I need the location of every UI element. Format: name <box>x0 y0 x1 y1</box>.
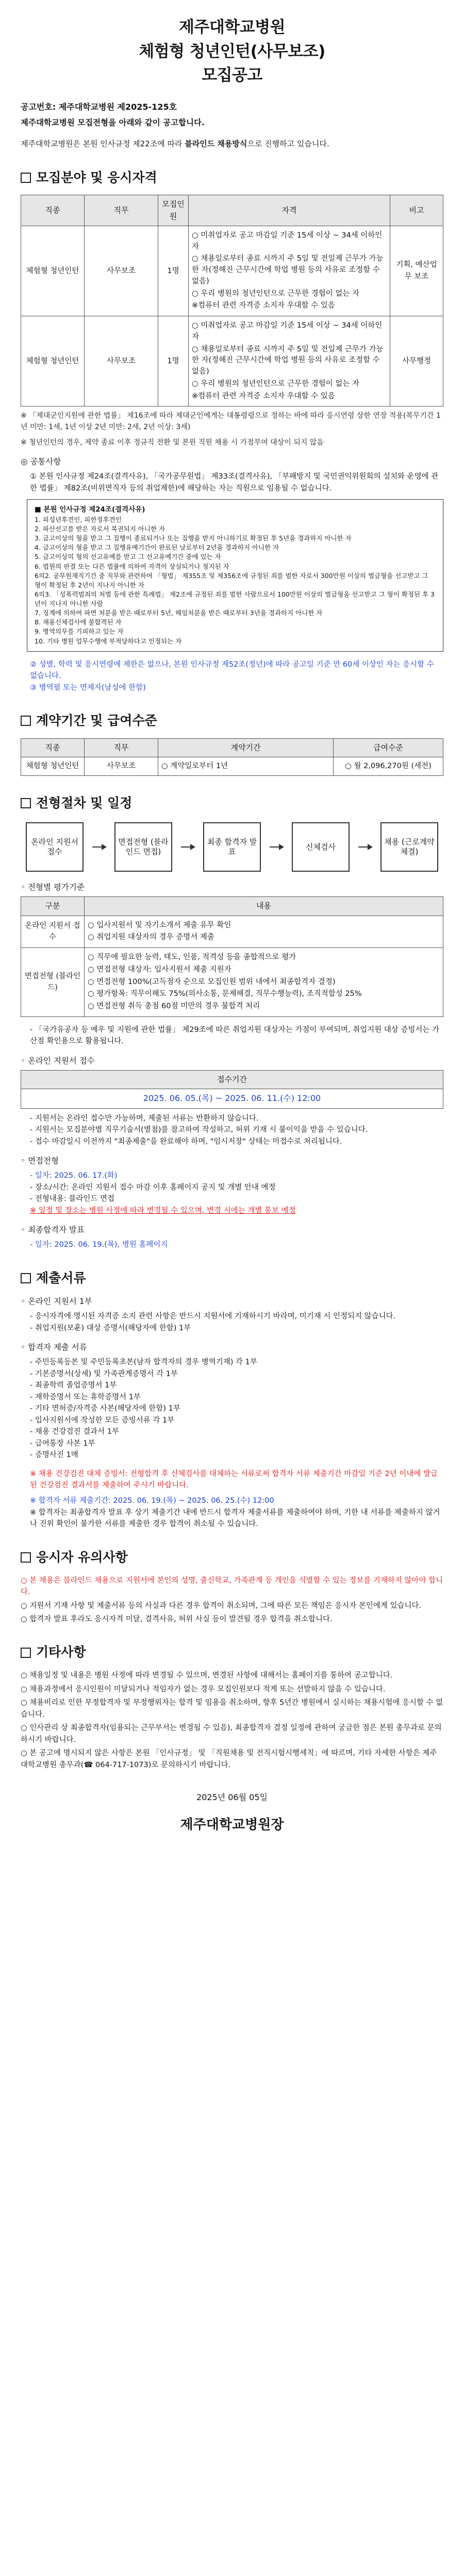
cell-qualifications <box>189 316 390 406</box>
contract-table <box>21 738 443 776</box>
section-recruitment <box>21 168 443 188</box>
title-line-3: 모집공고 <box>202 66 262 84</box>
intro-body: 제주대학교병원은 본원 인사규정 제22조에 따라 블라인드 채용방식으로 진행하고 있습니다. <box>21 139 329 149</box>
eval-table <box>21 896 443 1017</box>
cell-value <box>85 948 443 1017</box>
header-cell: 직종 <box>21 195 85 226</box>
square-bullet-icon <box>21 173 31 183</box>
doc-line: - 응시자격에 명시된 자격증 소지 관련 사항은 반드시 지원서에 기재하시기 바라며, 미기재 시 인정되지 않습니다. <box>30 1312 396 1321</box>
header-cell: 직종 <box>21 738 85 757</box>
square-bullet-icon <box>21 1552 31 1563</box>
table-row <box>21 916 443 948</box>
cell-type: 체험형 청년인턴 <box>21 757 85 775</box>
final-head: ◦ 최종합격자 발표 <box>21 1225 85 1235</box>
cell-note: 기획, 예산업무 보조 <box>390 226 443 316</box>
section-documents <box>21 1268 443 1289</box>
eval-item: ○ 평가항목: 직무이해도 75%(의사소통, 문제해결, 직무수행능력), 조직적합성 25% <box>88 990 362 998</box>
intro-line: 제주대학교병원 모집전형을 아래와 같이 공고합니다. <box>21 118 205 128</box>
section-title: 기타사항 <box>36 1645 86 1660</box>
qualification-item: ○ 미취업자로 공고 마감일 기준 15세 이상 ~ 34세 이하인 자 <box>192 231 383 251</box>
interview-line: - 장소/시간: 온라인 지원서 접수 마감 이후 홈페이지 공지 및 개별 안내 예정 <box>30 1183 276 1192</box>
qualification-item: ○ 우리 병원의 청년인턴으로 근무한 경험이 없는 자 <box>192 379 360 388</box>
header-cell: 급여수준 <box>334 738 443 757</box>
header-cell: 계약기간 <box>158 738 334 757</box>
box-line: 5. 금고이상의 형의 선고유예를 받고 그 선고유예기간 중에 있는 자 <box>35 553 221 561</box>
table-row <box>21 316 443 406</box>
etc-item: ○ 채용비리로 인한 부정합격자 및 부정행위자는 합격 및 임용을 취소하며, 향후 5년간 병원에서 실시하는 채용시험에 응시할 수 없습니다. <box>21 1699 443 1719</box>
box-line: 6. 법원의 판결 또는 다른 법률에 의하여 자격이 상실되거나 정지된 자 <box>35 562 229 570</box>
final-line: - 일자: 2025. 06. 19.(목), 병원 홈페이지 <box>30 1241 168 1249</box>
doc-line: - 급여통장 사본 1부 <box>30 1439 95 1448</box>
caution-item: ○ 본 채용은 블라인드 채용으로 지원서에 본인의 성명, 출신학교, 가족관계 등 개인을 식별할 수 있는 정보를 기재하지 않아야 합니다. <box>21 1576 443 1597</box>
qualification-item: ○ 채용일로부터 종료 시까지 주 5일 및 전일제 근무가 가능한 자(정해진 근무시간에 학업 병원 등의 사유로 조정할 수 없음) <box>192 345 384 376</box>
recruitment-table <box>21 195 443 406</box>
header-cell: 내용 <box>85 897 443 916</box>
common-item-2: ② 성별, 학력 및 응시연령에 제한은 없으나, 본원 인사규정 제52조(정년)에 따라 공고일 기준 만 60세 이상인 자는 응시할 수 없습니다. <box>30 660 434 681</box>
doc-line: - 채용 건강검진 결과서 1부 <box>30 1428 119 1436</box>
qualification-item: ○ 우리 병원의 청년인턴으로 근무한 경험이 없는 자 <box>192 289 360 298</box>
cell-pay: ○ 월 2,096,270원 (세전) <box>334 757 443 775</box>
eval-item: ○ 직무에 필요한 능력, 태도, 인품, 적격성 등을 종합적으로 평가 <box>88 953 296 962</box>
qualification-item: ○ 채용일로부터 종료 시까지 주 5일 및 전일제 근무가 가능한 자(정해진 근무시간에 학업 병원 등의 사유로 조정할 수 없음) <box>192 255 384 285</box>
qualification-item: ※컴퓨터 관련 자격증 소지자 우대할 수 있음 <box>192 392 335 400</box>
doc-line: - 기타 면허증/자격증 사본(해당자에 한함) 1부 <box>30 1404 180 1413</box>
common-item-1: ① 본원 인사규정 제24조(결격사유), 「국가공무원법」 제33조(결격사유), 「부패방지 및 국민권익위원회의 설치와 운영에 관한 법률」 제82조(비위면직자 등의 취업제한)에 해당하는 자는 직원으로 임용될 수 없습니다. <box>30 472 439 493</box>
box-line: 10. 기타 병원 업무수행에 부적당하다고 인정되는 자 <box>35 637 182 645</box>
section-cautions <box>21 1548 443 1568</box>
doc-line: - 증명사진 1매 <box>30 1451 78 1460</box>
cell-job: 사무보조 <box>85 316 158 406</box>
cell-count: 1명 <box>158 316 189 406</box>
box-line: 3. 금고이상의 형을 받고 그 집행이 종료되거나 또는 집행을 받지 아니하기로 확정된 후 5년을 경과하지 아니한 자 <box>35 534 352 543</box>
section-etc <box>21 1642 443 1663</box>
notice-number: 공고번호: 제주대학교병원 제2025-125호 <box>21 101 177 112</box>
cell-value <box>85 916 443 948</box>
qualification-item: ○ 미취업자로 공고 마감일 기준 15세 이상 ~ 34세 이하인 자 <box>192 321 383 341</box>
doc-line: - 최종학력 졸업증명서 1부 <box>30 1381 117 1390</box>
flow-step-hire: 채용 (근로계약 체결) <box>380 822 438 872</box>
eval-item: ○ 면접전형 대상자: 입사지원서 제출 지원자 <box>88 965 231 974</box>
health-check-note: ※ 채용 건강검진 대체 증빙서: 전형합격 후 신체검사를 대체하는 서류로써 합격자 서류 제출기간 마감일 기준 2년 이내에 발급된 건강검진 결과서를 제출하여 주시기 바랍니다. <box>30 1469 438 1489</box>
etc-item: ○ 채용일정 및 내용은 병원 사정에 따라 변경될 수 있으며, 변경된 사항에 대해서는 홈페이지를 통하여 공고합니다. <box>21 1671 393 1680</box>
box-line: 7. 징계에 의하여 파면 처분을 받은 때로부터 5년, 해임처분을 받은 때로부터 3년을 경과하지 아니한 자 <box>35 609 323 617</box>
caution-item: ○ 지원서 기재 사항 및 제출서류 등의 사실과 다른 경우 합격이 취소되며, 그에 따른 모든 책임은 응시자 본인에게 있습니다. <box>21 1601 422 1610</box>
veteran-note: ※ 「제대군인지원에 관한 법률」 제16조에 따라 제대군인에게는 대통령령으로 정하는 바에 따라 응시연령 상한 연장 적용(복무기간 1년 미만: 1세, 1년 이상 2년 미만: 2세, 2년 이상: 3세) <box>21 412 441 431</box>
cell-period: ○ 계약일로부터 1년 <box>158 757 334 775</box>
cell-type: 체험형 청년인턴 <box>21 226 85 316</box>
arrow-right-icon <box>92 846 106 848</box>
submit-period: ※ 합격자 서류 제출기간: 2025. 06. 19.(목) ~ 2025. 06. 25.(수) 12:00 <box>30 1497 274 1505</box>
common-head: ◎ 공통사항 <box>21 457 61 467</box>
period-table <box>21 1070 443 1109</box>
box-line: 4. 금고이상의 형을 받고 그 집행유예기간이 완료된 날로부터 2년을 경과하지 아니한 자 <box>35 544 279 552</box>
interview-head: ◦ 면접전형 <box>21 1156 59 1166</box>
box-line: 2. 파산선고를 받은 자로서 복권되지 아니한 자 <box>35 525 165 533</box>
section-title: 계약기간 및 급여수준 <box>36 713 157 728</box>
cell-key: 면접전형 (블라인드) <box>21 948 85 1017</box>
square-bullet-icon <box>21 1648 31 1658</box>
eval-item: ○ 입사지원서 및 자기소개서 제출 유무 확인 <box>88 921 231 929</box>
box-line: 6의3. 「성폭력범죄의 처벌 등에 관한 특례법」 제2조에 규정된 죄를 범한 사람으로서 100만원 이상의 벌금형을 선고받고 그 형이 확정된 후 3년이 지나지 아니한 사람 <box>35 590 435 608</box>
square-bullet-icon <box>21 716 31 726</box>
table-row <box>21 226 443 316</box>
doc-line: - 기본증명서(상세) 및 가족관계증명서 각 1부 <box>30 1369 178 1378</box>
issuer-name: 제주대학교병원장 <box>180 1817 284 1833</box>
eval-item: ○ 면접전형 100%(고득점자 순으로 모집인원 범위 내에서 최종합격자 결정) <box>88 977 336 986</box>
cell-note: 사무행정 <box>390 316 443 406</box>
box-line: 8. 채용신체검사에 불합격된 자 <box>35 618 122 626</box>
flow-step-apply: 온라인 지원서 접수 <box>26 822 84 872</box>
square-bullet-icon <box>21 1273 31 1283</box>
header-cell: 구분 <box>21 897 85 916</box>
doc-line: - 입사지원서에 작성한 모든 증빙서류 각 1부 <box>30 1416 175 1425</box>
doc-line: - 취업지원(보훈) 대상 증명서(해당자에 한함) 1부 <box>30 1324 191 1332</box>
flow-step-announce: 최종 합격자 발표 <box>203 822 261 872</box>
cell-job: 사무보조 <box>85 757 158 775</box>
doc-line: - 주민등록등본 및 주민등록초본(남자 합격자의 경우 병역기재) 각 1부 <box>30 1358 257 1367</box>
online-note: - 접수 마감일시 이전까지 "최종제출"을 완료해야 하며, "임시저장" 상태는 미접수로 처리됩니다. <box>30 1137 342 1146</box>
period-label: 접수기간 <box>21 1070 443 1089</box>
online-head: ◦ 온라인 지원서 접수 <box>21 1056 95 1065</box>
arrow-right-icon <box>358 846 372 848</box>
title-line-1: 제주대학교병원 <box>178 18 286 37</box>
header-cell: 비고 <box>390 195 443 226</box>
eval-item: ○ 면접전형 취득 총점 60점 미만의 경우 불합격 처리 <box>88 1002 260 1011</box>
box-title: ■ 본원 인사규정 제24조(결격사유) <box>35 505 145 514</box>
doc-pass-head: ◦ 합격자 제출 서류 <box>21 1343 87 1352</box>
header-cell: 자격 <box>189 195 390 226</box>
square-bullet-icon <box>21 798 31 808</box>
notice-title <box>21 15 443 88</box>
box-line: 9. 병역의무를 기피하고 있는 자 <box>35 628 124 636</box>
cell-type: 체험형 청년인턴 <box>21 316 85 406</box>
table-row <box>21 948 443 1017</box>
flow-step-interview: 면접전형 (블라인드 면접) <box>114 822 172 872</box>
box-line: 6의2. 공무원재직기간 중 직무와 관련하여 「형법」 제355조 및 제356조에 규정된 죄를 범한 자로서 300만원 이상의 벌금형을 선고받고 그 형이 확정된 후 2년이 지나지 아니한 자 <box>35 571 428 589</box>
section-title: 응시자 유의사항 <box>36 1549 128 1565</box>
interview-line: - 전형내용: 블라인드 면접 <box>30 1195 115 1204</box>
online-note: - 지원서는 온라인 접수만 가능하며, 제출된 서류는 반환하지 않습니다. <box>30 1114 259 1123</box>
cell-job: 사무보조 <box>85 226 158 316</box>
header-cell: 직무 <box>85 738 158 757</box>
interview-line: - 일자: 2025. 06. 17.(화) <box>30 1172 118 1180</box>
section-process <box>21 793 443 814</box>
cell-qualifications <box>189 226 390 316</box>
online-note: - 지원서는 모집분야별 직무기술서(별첨)를 참고하여 작성하고, 허위 기재 시 불이익을 받을 수 있습니다. <box>30 1126 368 1134</box>
flow-step-medical: 신체검사 <box>292 822 350 872</box>
intern-note: ※ 청년인턴의 경우, 제약 종료 이후 정규직 전환 및 본원 직원 채용 시 가점부여 대상이 되지 않음 <box>21 438 324 447</box>
section-title: 전형절차 및 일정 <box>36 795 132 810</box>
qualification-item: ※컴퓨터 관련 자격증 소지자 우대할 수 있음 <box>192 301 335 310</box>
submit-note: ※ 합격자는 최종합격자 발표 후 상기 제출기간 내에 반드시 합격자 제출서류를 제출하여야 하며, 기한 내 서류를 제출하지 않거나 진위 확인이 불가한 서류를 제출한 경우 합격이 취소될 수 있습니다. <box>30 1508 440 1529</box>
process-flow <box>26 822 438 872</box>
period-value: 2025. 06. 05.(목) ~ 2025. 06. 11.(수) 12:00 <box>21 1089 443 1108</box>
etc-item: ○ 채용과정에서 응시인원이 미달되거나 적임자가 없는 경우 모집인원보다 적게 또는 선발하지 않을 수 있습니다. <box>21 1685 386 1693</box>
header-cell: 모집인원 <box>158 195 189 226</box>
doc-online-head: ◦ 온라인 지원서 1부 <box>21 1297 92 1307</box>
table-row <box>21 757 443 775</box>
section-contract <box>21 711 443 731</box>
eval-head: ◦ 전형별 평가기준 <box>21 883 85 892</box>
section-title: 제출서류 <box>36 1270 86 1285</box>
title-line-2: 체험형 청년인턴(사무보조) <box>139 42 325 61</box>
etc-item: ○ 본 공고에 명시되지 않은 사항은 본원 「인사규정」 및 「직원채용 및 전직시험시행세칙」에 따르며, 기타 자세한 사항은 제주대학교병원 총무과(☎ 064-717-1073)로 문의하시기 바랍니다. <box>21 1749 437 1769</box>
common-item-3: ③ 병역필 또는 면제자(남성에 한함) <box>30 683 146 692</box>
box-line: 1. 피성년후견인, 피한정후견인 <box>35 515 122 523</box>
caution-item: ○ 합격자 발표 후라도 응시자격 미달, 결격사유, 허위 사실 등이 발견될 경우 합격을 취소합니다. <box>21 1615 333 1623</box>
interview-warning: ※ 일정 및 장소는 병원 사정에 따라 변경될 수 있으며, 변경 시에는 개별 통보 예정 <box>30 1206 296 1215</box>
eval-note: - 「국가유공자 등 예우 및 지원에 관한 법률」 제29조에 따른 취업지원 대상자는 가점이 부여되며, 취업지원 대상 증빙서는 가산점 확인용으로 활용됩니다. <box>30 1025 439 1046</box>
header-cell: 직무 <box>85 195 158 226</box>
arrow-right-icon <box>270 846 283 848</box>
notice-date: 2025년 06월 05일 <box>196 1792 268 1802</box>
cell-count: 1명 <box>158 226 189 316</box>
doc-line: - 재학증명서 또는 휴학증명서 1부 <box>30 1393 141 1401</box>
section-title: 모집분야 및 응시자격 <box>36 170 157 185</box>
disqualification-box <box>27 499 443 651</box>
eval-item: ○ 취업지원 대상자의 경우 증명서 제출 <box>88 933 214 942</box>
cell-key: 온라인 지원서 접수 <box>21 916 85 948</box>
etc-item: ○ 인사관리 상 최종합격자(임용되는 근무부서는 변경될 수 있음), 최종합격자 결정 일정에 관하여 궁금한 점은 본원 총무과로 문의하시기 바랍니다. <box>21 1724 442 1744</box>
arrow-right-icon <box>181 846 194 848</box>
